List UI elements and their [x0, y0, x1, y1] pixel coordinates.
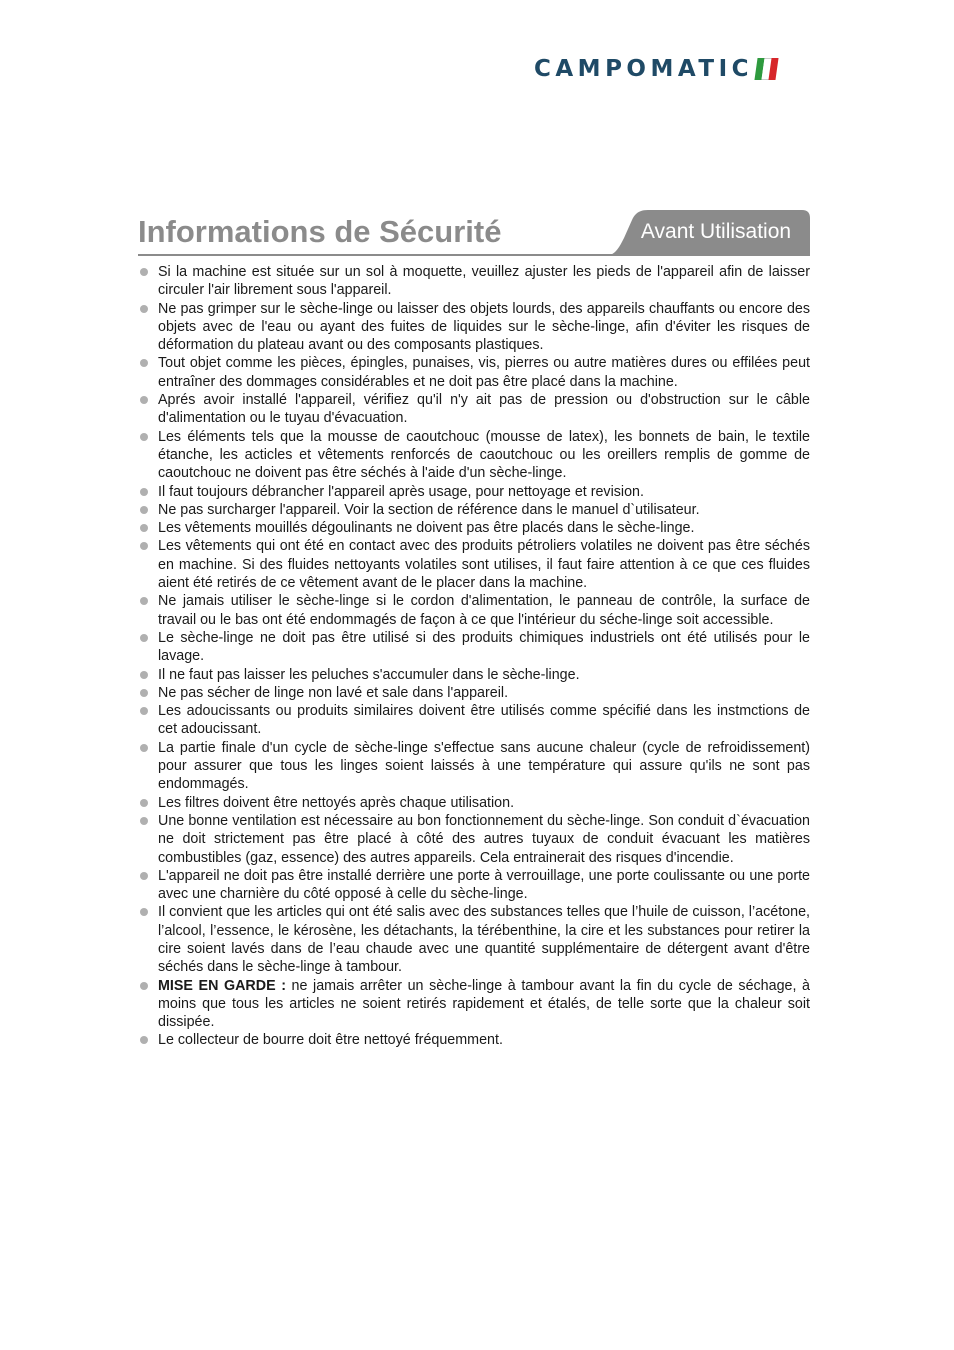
safety-instruction-item: [138, 300, 810, 355]
instruction-text: Il faut toujours débrancher l'appareil après usage, pour nettoyage et revision.: [158, 483, 644, 500]
instruction-text: ne jamais arrêter un sèche-linge à tambour avant la fin du cycle de séchage, à moins que tous les articles ne soient retirés rapidement et étalés, de telle sorte que la chaleur soit dissipée.: [158, 977, 810, 1031]
bullet-icon: [140, 744, 148, 752]
instruction-text: Les éléments tels que la mousse de caoutchouc (mousse de latex), les bonnets de bain, le textile étanche, les acticles et vêtements renforcés de caoutchouc ou les oreillers remplis de gomme de caoutchouc ne doivent pas être séchés à l'aide d'un sèche-linge.: [158, 428, 810, 482]
safety-instruction-item: [138, 684, 810, 702]
safety-instruction-item: [138, 501, 810, 519]
safety-instruction-item: [138, 263, 810, 300]
bullet-icon: [140, 488, 148, 496]
campomatic-logo: [534, 56, 777, 82]
safety-instruction-item: [138, 812, 810, 867]
italian-flag-icon: [754, 58, 778, 80]
logo-wordmark: CAMPOMATIC: [534, 56, 754, 82]
instruction-text: Ne jamais utiliser le sèche-linge si le cordon d'alimentation, le panneau de contrôle, la surface de travail ou le bas ont été endommagés de façon à ce que l'intérieur du séche-linge soit accessible.: [158, 593, 810, 628]
safety-instruction-item: [138, 391, 810, 428]
instruction-text: Les vêtements mouillés dégoulinants ne doivent pas être placés dans le sèche-linge.: [158, 520, 695, 537]
bullet-icon: [140, 597, 148, 605]
safety-instruction-item: [138, 1031, 810, 1049]
instruction-text: Si la machine est située sur un sol à moquette, veuillez ajuster les pieds de l'appareil afin de laisser circuler l'air librement sous l'appareil.: [158, 264, 810, 299]
section-tab: [604, 210, 810, 256]
bullet-icon: [140, 359, 148, 367]
instruction-text: Les filtres doivent être nettoyés après chaque utilisation.: [158, 794, 515, 811]
bullet-icon: [140, 872, 148, 880]
safety-instruction-item: [138, 977, 810, 1032]
section-tab-label: Avant Utilisation: [640, 220, 792, 243]
bullet-icon: [140, 982, 148, 990]
safety-instruction-item: [138, 354, 810, 391]
instruction-text: Ne pas grimper sur le sèche-linge ou laisser des objets lourds, des appareils chauffants ou encore des objets avec de l'eau ou ayant des fuites de liquides sur le sèche-linge, afin d'éviter les risques de déformation du plateau avant ou des composants plastiques.: [158, 300, 810, 354]
instruction-text: Il convient que les articles qui ont été salis avec des substances telles que l’huile de cuisson, l’acétone, l’alcool, l’essence, le kérosène, les détachants, la térébenthine, la cire et les substances pour retirer la cire soient lavés dans de l’eau chaude avec une quantité supplémentaire de détergent avant d'être séchés dans le sèche-linge à tambour.: [158, 904, 810, 976]
bullet-icon: [140, 799, 148, 807]
bullet-icon: [140, 305, 148, 313]
safety-instruction-item: [138, 537, 810, 592]
instruction-text: Tout objet comme les pièces, épingles, punaises, vis, pierres ou autre matières dures ou effilées peut entraîner des dommages considérables et ne doit pas être placé dans la machine.: [158, 355, 810, 390]
bullet-icon: [140, 396, 148, 404]
bullet-icon: [140, 524, 148, 532]
instruction-text: Une bonne ventilation est nécessaire au bon fonctionnement du sèche-linge. Son conduit d`évacuation ne doit strictement pas être placé à côté des autres tuyaux de conduit évacuant les matières combustibles (gaz, essence) des autres appareils. Cela entrainerait des risques d'incendie.: [158, 812, 810, 866]
instruction-text: Les vêtements qui ont été en contact avec des produits pétroliers volatiles ne doivent pas être séchés en machine. Si des fluides nettoyants volatiles sont utilises, il faut faire attention à ce que ces fluides aient été retirés de ce vêtement avant de le placer dans la machine.: [158, 538, 810, 592]
bullet-icon: [140, 817, 148, 825]
safety-instruction-item: [138, 483, 810, 501]
safety-instruction-item: [138, 867, 810, 904]
flag-stripe-red: [768, 58, 778, 80]
safety-instruction-item: [138, 702, 810, 739]
instruction-text: Les adoucissants ou produits similaires doivent être utilisés comme spécifié dans les instmctions de cet adoucissant.: [158, 703, 810, 738]
bullet-icon: [140, 1036, 148, 1044]
instruction-text: La partie finale d'un cycle de sèche-linge s'effectue sans aucune chaleur (cycle de refroidissement) pour assurer que tous les linges soient laissés à une température qui assure qu'ils ne sont pas endommagés.: [158, 739, 810, 793]
instruction-text: Le sèche-linge ne doit pas être utilisé si des produits chimiques industriels ont été utilisés pour le lavage.: [158, 629, 810, 665]
warning-label: MISE EN GARDE :: [158, 977, 286, 994]
bullet-icon: [140, 542, 148, 550]
instruction-text: L'appareil ne doit pas être installé derrière une porte à verrouillage, une porte coulissante ou une porte avec une charnière du côté opposé à celle du sèche-linge.: [158, 867, 810, 903]
safety-instruction-item: [138, 903, 810, 976]
bullet-icon: [140, 506, 148, 514]
title-underline: [138, 254, 618, 256]
safety-instruction-item: [138, 666, 810, 684]
bullet-icon: [140, 671, 148, 679]
bullet-icon: [140, 268, 148, 276]
safety-instruction-item: [138, 519, 810, 537]
instruction-text: Ne pas sécher de linge non lavé et sale dans l'appareil.: [158, 684, 509, 701]
instruction-text: Le collecteur de bourre doit être nettoyé fréquemment.: [158, 1032, 503, 1049]
bullet-icon: [140, 634, 148, 642]
instruction-text: Ne pas surcharger l'appareil. Voir la section de référence dans le manuel d`utilisateur.: [158, 501, 700, 518]
instruction-text: Aprés avoir installé l'appareil, vérifiez qu'il n'y ait pas de pression ou d'obstruction sur le câble d'alimentation ou le tuyau d'évacuation.: [158, 392, 810, 427]
bullet-icon: [140, 433, 148, 441]
bullet-icon: [140, 908, 148, 916]
safety-instruction-item: [138, 629, 810, 666]
bullet-icon: [140, 689, 148, 697]
bullet-icon: [140, 707, 148, 715]
safety-instruction-item: [138, 794, 810, 812]
safety-instructions-list: [138, 263, 810, 1050]
safety-instruction-item: [138, 428, 810, 483]
instruction-text: Il ne faut pas laisser les peluches s'accumuler dans le sèche-linge.: [158, 666, 580, 683]
page-title: Informations de Sécurité: [138, 214, 502, 249]
safety-instruction-item: [138, 739, 810, 794]
safety-instruction-item: [138, 592, 810, 629]
